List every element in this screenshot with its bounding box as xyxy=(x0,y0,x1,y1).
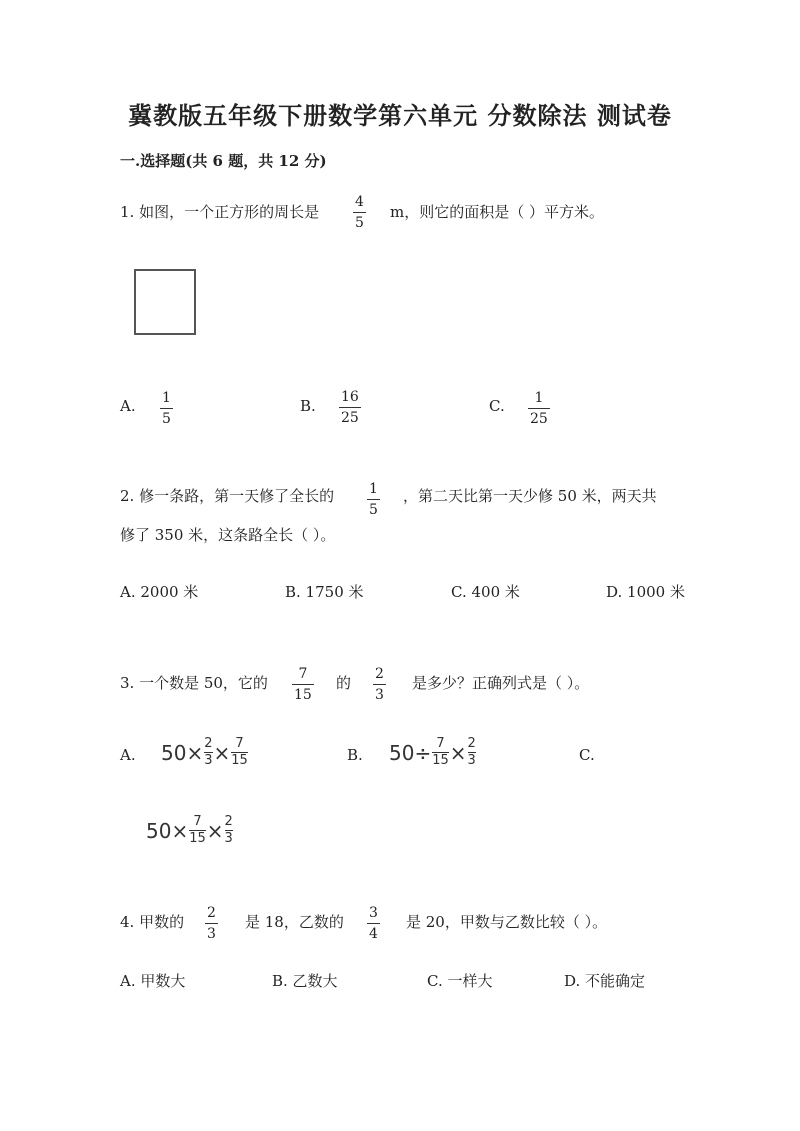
q2-fraction xyxy=(367,481,380,518)
q4-text-middle: 是 18，乙数的 xyxy=(245,913,344,931)
q3-text-middle: 的 xyxy=(336,674,352,692)
q3-text-end: 是多少？正确列式是（ ）。 xyxy=(412,674,590,692)
q4-text-end: 是 20，甲数与乙数比较（ ）。 xyxy=(406,913,608,931)
q1-option-c-num: 1 xyxy=(534,390,544,406)
q3-option-b-frac1-den: 15 xyxy=(432,753,449,768)
q3-option-a-frac2-num: 7 xyxy=(235,736,244,751)
q1-option-b-fraction xyxy=(339,389,361,426)
q2-option-a: A. 2000 米 xyxy=(120,583,199,601)
q4-option-b: B. 乙数大 xyxy=(272,972,338,990)
q3-option-a-frac1 xyxy=(204,737,212,768)
q3-option-b-frac1 xyxy=(432,737,449,768)
q2-text-end: 修了 350 米，这条路全长（ ）。 xyxy=(120,526,336,544)
q1-fraction-numerator: 4 xyxy=(355,194,364,210)
q3-option-a-label: A. xyxy=(120,746,136,764)
q3-option-a-frac2 xyxy=(231,737,248,768)
q1-option-b-label: B. xyxy=(300,397,316,415)
q3-option-a-frac1-den: 3 xyxy=(204,753,213,768)
q4-fraction-1-den: 3 xyxy=(207,926,216,942)
q1-fraction xyxy=(353,194,366,231)
q3-option-b-lead: 50÷ xyxy=(389,740,432,765)
q1-option-b-num: 16 xyxy=(341,389,359,405)
q3-option-a-expression xyxy=(161,737,249,768)
q4-fraction-1-num: 2 xyxy=(207,905,216,921)
q4-fraction-2-den: 4 xyxy=(369,926,378,942)
q3-option-c-frac2 xyxy=(225,815,233,846)
q1-option-c-fraction xyxy=(528,390,550,427)
q3-option-b-expression xyxy=(389,737,477,768)
q1-option-a-fraction xyxy=(160,390,173,427)
q3-option-b-label: B. xyxy=(347,746,363,764)
q4-fraction-1 xyxy=(205,905,218,942)
q3-option-a-lead: 50× xyxy=(161,740,204,765)
q2-option-c: C. 400 米 xyxy=(451,583,520,601)
q3-option-c-frac1-num: 7 xyxy=(193,814,202,829)
q4-option-d: D. 不能确定 xyxy=(564,972,646,990)
q3-fraction-2-den: 3 xyxy=(375,687,384,703)
q1-option-a-num: 1 xyxy=(162,390,171,406)
q3-option-c-expression xyxy=(146,815,234,846)
q2-fraction-denominator: 5 xyxy=(369,502,378,518)
q1-option-c-den: 25 xyxy=(530,411,548,427)
q4-fraction-2 xyxy=(367,905,380,942)
q2-option-b: B. 1750 米 xyxy=(285,583,364,601)
q3-option-b-frac2-den: 3 xyxy=(467,753,476,768)
q3-text-start: 3. 一个数是 50，它的 xyxy=(120,674,268,692)
square-figure xyxy=(134,269,196,335)
q3-option-c-label: C. xyxy=(579,746,595,764)
q1-text-end: m，则它的面积是（ ）平方米。 xyxy=(390,203,604,221)
q3-option-b-frac2-num: 2 xyxy=(467,736,476,751)
q3-fraction-1-den: 15 xyxy=(294,687,312,703)
q3-fraction-2-num: 2 xyxy=(375,666,384,682)
q4-option-a: A. 甲数大 xyxy=(120,972,186,990)
q3-option-c-frac2-num: 2 xyxy=(224,814,233,829)
q2-text-start: 2. 修一条路，第一天修了全长的 xyxy=(120,487,335,505)
q3-option-c-lead: 50× xyxy=(146,818,189,843)
q4-text-start: 4. 甲数的 xyxy=(120,913,185,931)
q3-fraction-1-num: 7 xyxy=(298,666,308,682)
q3-option-b-op: × xyxy=(449,740,467,765)
q4-fraction-2-num: 3 xyxy=(369,905,378,921)
q1-option-b-den: 25 xyxy=(341,410,359,426)
q3-fraction-1 xyxy=(292,666,314,703)
q1-fraction-denominator: 5 xyxy=(355,215,364,231)
q3-option-b-frac2 xyxy=(468,737,476,768)
q3-fraction-2 xyxy=(373,666,386,703)
q3-option-c-op: × xyxy=(206,818,224,843)
q2-fraction-numerator: 1 xyxy=(369,481,378,497)
q1-option-c-label: C. xyxy=(489,397,505,415)
section-heading: 一.选择题(共 6 题，共 12 分) xyxy=(120,152,327,170)
q3-option-a-frac2-den: 15 xyxy=(231,753,248,768)
page-title: 冀教版五年级下册数学第六单元 分数除法 测试卷 xyxy=(128,101,672,130)
q3-option-c-frac1 xyxy=(189,815,206,846)
q3-option-a-frac1-num: 2 xyxy=(204,736,213,751)
q1-text-start: 1. 如图，一个正方形的周长是 xyxy=(120,203,320,221)
q3-option-c-frac1-den: 15 xyxy=(189,831,206,846)
q3-option-c-frac2-den: 3 xyxy=(224,831,233,846)
q4-option-c: C. 一样大 xyxy=(427,972,493,990)
q1-option-a-den: 5 xyxy=(162,411,171,427)
q2-option-d: D. 1000 米 xyxy=(606,583,685,601)
q3-option-a-op: × xyxy=(213,740,231,765)
q3-option-b-frac1-num: 7 xyxy=(436,736,445,751)
q1-option-a-label: A. xyxy=(120,397,136,415)
q2-text-middle: ，第二天比第一天少修 50 米，两天共 xyxy=(403,487,657,505)
